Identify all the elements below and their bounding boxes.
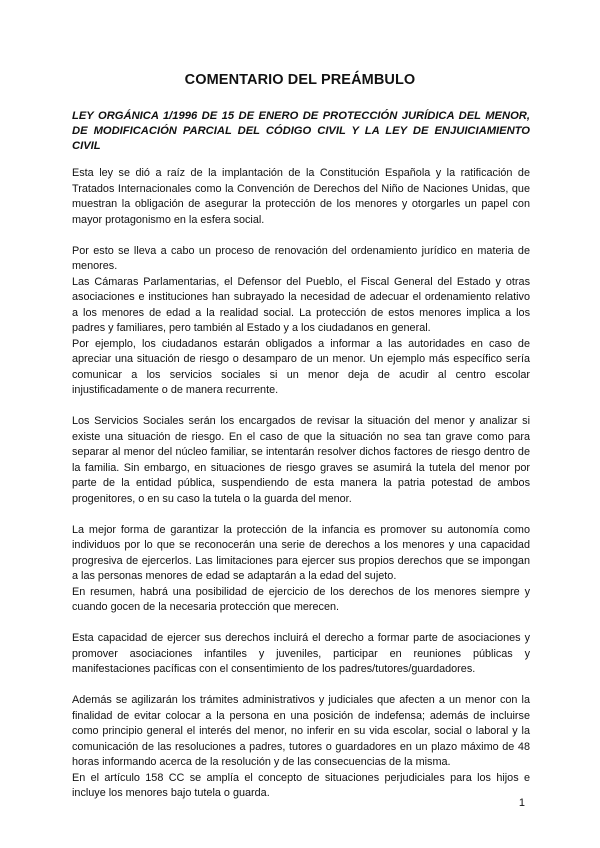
paragraph-autonomy: La mejor forma de garantizar la protección de la infancia es promover su autonomía como individuos por lo que se reconocerán una serie de derechos a los menores y una capacidad progresiva de ejercerlos. Las limitaciones para ejercer sus propios derechos que se impongan a las personas menores de edad se adaptarán a la edad del sujeto. [72,523,530,582]
paragraph-associations: Esta capacidad de ejercer sus derechos incluirá el derecho a formar parte de asociaciones y promover asociaciones infantiles y juveniles, participar en reuniones públicas y manifestaciones pacíficas con el consentimiento de los padres/tutores/guardadores. [72,632,530,675]
paragraph-institutions: Las Cámaras Parlamentarias, el Defensor del Pueblo, el Fiscal General del Estado y otras asociaciones e instituciones han subrayado la necesidad de adecuar el ordenamiento relativo a los menores de edad a la realidad social. La protección de estos menores implica a los padres y familiares, pero también al Estado y a los ciudadanos en general. [72,275,530,334]
paragraph-renewal: Por esto se lleva a cabo un proceso de renovación del ordenamiento jurídico en materia de menores. [72,244,530,272]
paragraph-summary: En resumen, habrá una posibilidad de ejercicio de los derechos de los menores siempre y cuando gocen de la necesaria protección que merecen. [72,585,530,613]
document-body [72,166,530,802]
paragraph-article-158: En el artículo 158 CC se amplía el concepto de situaciones perjudiciales para los hijos e incluye los menores bajo tutela o guarda. [72,771,530,799]
paragraph-procedures: Además se agilizarán los trámites administrativos y judiciales que afecten a un menor con la finalidad de evitar colocar a la persona en una posición de indefensa; además de incluirse como principio general el interés del menor, no inferir en su vida escolar, social o laboral y la comunicación de las resoluciones a padres, tutores o guardadores en un plazo máximo de 48 horas informando acerca de la resolución y de las consecuencias de la misma. [72,694,530,768]
paragraph-origin: Esta ley se dió a raíz de la implantación de la Constitución Española y la ratificación de Tratados Internacionales como la Convención de Derechos del Niño de Naciones Unidas, que muestran la obligación de asegurar la protección de los menores y otorgarles un papel con mayor protagonismo en la esfera social. [72,167,530,226]
law-subtitle: LEY ORGÁNICA 1/1996 DE 15 DE ENERO DE PROTECCIÓN JURÍDICA DEL MENOR, DE MODIFICACIÓN PARCIAL DEL CÓDIGO CIVIL Y LA LEY DE ENJUICIAMIENTO CIVIL [72,110,530,152]
paragraph-social-services: Los Servicios Sociales serán los encargados de revisar la situación del menor y analizar si existe una situación de riesgo. En el caso de que la situación no sea tan grave como para separar al menor del núcleo familiar, se intentarán resolver dichos factores de riesgo dentro de la familia. Sin embargo, en situaciones de riesgo graves se asumirá la tutela del menor por parte de la entidad pública, suspendiendo de esta manera la patria potestad de ambos progenitores, o en su caso la tutela o la guarda del menor. [72,415,530,505]
page-number: 1 [518,797,525,809]
page-title: COMENTARIO DEL PREÁMBULO [184,72,416,88]
paragraph-example: Por ejemplo, los ciudadanos estarán obligados a informar a las autoridades en caso de apreciar una situación de riesgo o desamparo de un menor. Un ejemplo más específico sería comunicar a los servicios sociales si un menor deja de acudir al centro escolar injustificadamente o de manera recurrente. [72,337,530,396]
